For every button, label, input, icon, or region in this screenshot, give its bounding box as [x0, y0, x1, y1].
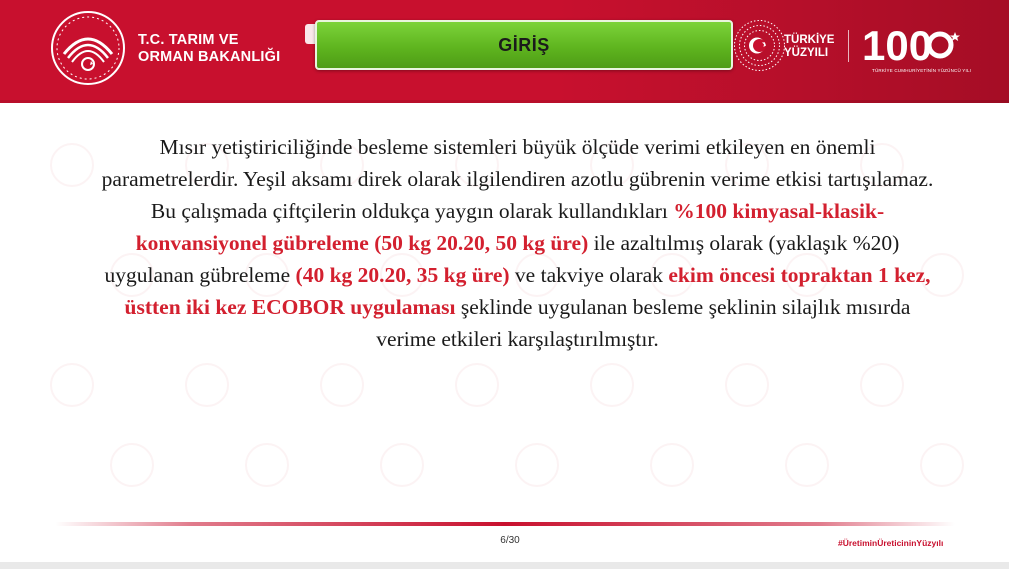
watermark-emblem — [920, 443, 964, 487]
highlight-reduced-fertilization: (40 kg 20.20, 35 kg üre) — [295, 263, 510, 287]
turkiye-yuzyili-emblem-icon — [732, 18, 787, 73]
paragraph-text-2: ile azaltılmış olarak (yaklaşık %20) uygulanan gübreleme — [104, 231, 900, 287]
centennial-caption: TÜRKİYE CUMHURİYETİNİN YÜZÜNCÜ YILI — [872, 68, 972, 73]
watermark-emblem — [785, 443, 829, 487]
ministry-name-line2: ORMAN BAKANLIĞI — [138, 49, 281, 65]
watermark-emblem — [515, 443, 559, 487]
highlight-ecobor-application: ekim öncesi topraktan 1 kez, üstten iki kez ECOBOR uygulaması — [124, 263, 931, 319]
century-line1: TÜRKİYE — [784, 34, 835, 46]
page-title: GİRİŞ — [498, 34, 550, 55]
watermark-emblem — [590, 363, 634, 407]
watermark-emblem — [245, 443, 289, 487]
watermark-emblem — [725, 363, 769, 407]
paragraph-text-1: Mısır yetiştiriciliğinde besleme sistemleri büyük ölçüde verimi etkileyen en önemli parametrelerdir. Yeşil aksamı direk olarak ilgilendiren azotlu gübrenin verime etkisi tartışılamaz. Bu çalışmada çiftçilerin oldukça yaygın olarak kullandıkları — [101, 135, 934, 223]
watermark-emblem — [320, 363, 364, 407]
header-band — [0, 0, 1009, 103]
bottom-bar — [0, 562, 1009, 569]
watermark-emblem — [860, 363, 904, 407]
centennial-100-logo — [860, 20, 960, 70]
highlight-conventional-fertilization: %100 kimyasal-klasik-konvansiyonel gübreleme (50 kg 20.20, 50 kg üre) — [135, 199, 885, 255]
watermark-emblem — [380, 443, 424, 487]
paragraph-text-4: şeklinde uygulanan besleme şeklinin silajlık mısırda verime etkileri karşılaştırılmıştır. — [376, 295, 911, 351]
century-line2: YÜZYILI — [784, 47, 829, 59]
footer-hashtag: #ÜretiminÜreticininYüzyılı — [838, 538, 944, 548]
centennial-number: 100 — [862, 22, 933, 69]
page-number: 6/30 — [500, 535, 520, 546]
watermark-emblem — [50, 363, 94, 407]
title-banner — [315, 20, 733, 70]
footer-divider — [55, 522, 955, 526]
watermark-emblem — [50, 143, 94, 187]
watermark-emblem — [110, 443, 154, 487]
watermark-emblem — [185, 363, 229, 407]
paragraph-text-3: ve takviye olarak — [509, 263, 669, 287]
watermark-emblem — [455, 363, 499, 407]
intro-paragraph — [100, 131, 935, 355]
watermark-emblem — [650, 443, 694, 487]
ministry-name — [138, 32, 280, 66]
ministry-name-line1: T.C. TARIM VE — [138, 32, 239, 48]
logo-divider — [848, 30, 849, 62]
turkiye-yuzyili-text — [784, 34, 834, 60]
ministry-emblem-icon — [50, 10, 126, 86]
